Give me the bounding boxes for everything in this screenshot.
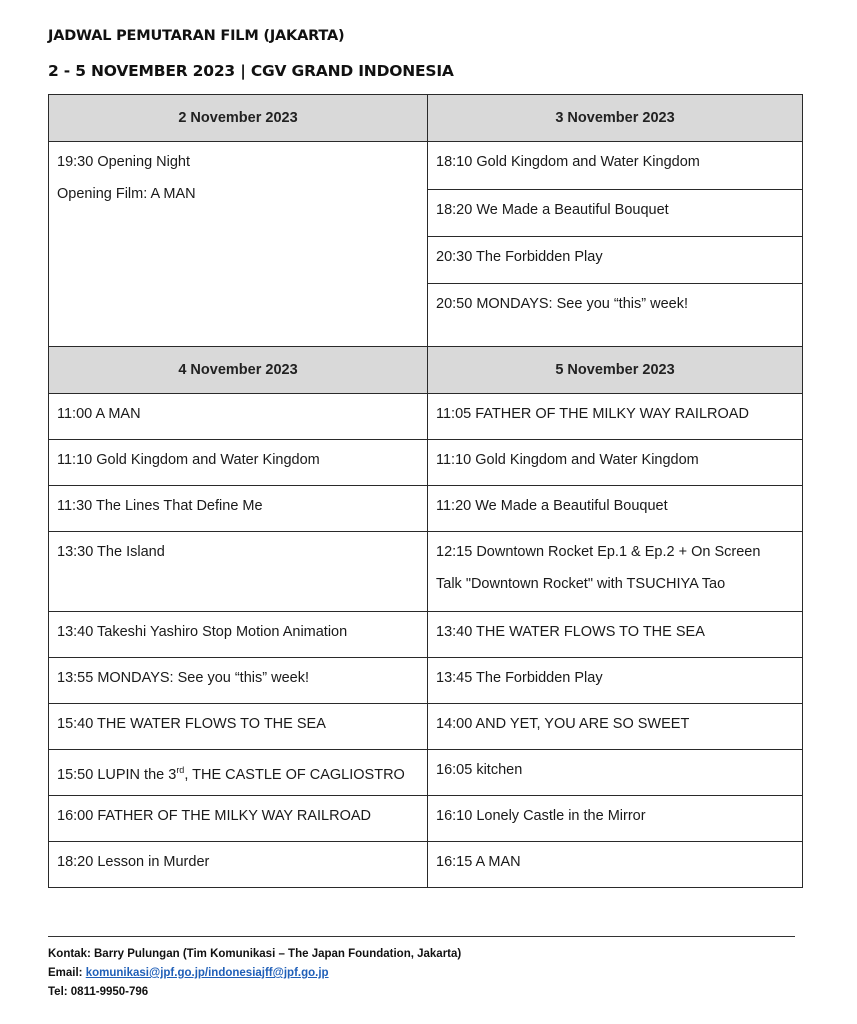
- screening-entry: 13:40 THE WATER FLOWS TO THE SEA: [436, 624, 705, 640]
- screening-cell: [428, 658, 803, 704]
- lupin-title-pre: 15:50 LUPIN the 3: [57, 766, 177, 783]
- email-link[interactable]: komunikasi@jpf.go.jp/indonesiajff@jpf.go.jp: [85, 967, 329, 979]
- ordinal-suffix: rd: [176, 765, 185, 775]
- screening-cell: [428, 142, 803, 190]
- screening-cell: [49, 750, 428, 796]
- footer-divider: [48, 936, 795, 937]
- screening-cell: [428, 190, 803, 237]
- screening-cell: [428, 750, 803, 796]
- screening-entry-line2: Talk "Downtown Rocket" with TSUCHIYA Tao: [436, 576, 726, 592]
- screening-cell: [428, 704, 803, 750]
- schedule-table: [48, 94, 803, 888]
- screening-entry: 18:20 Lesson in Murder: [57, 854, 210, 870]
- screening-entry: 11:05 FATHER OF THE MILKY WAY RAILROAD: [436, 406, 749, 422]
- screening-entry: 13:45 The Forbidden Play: [436, 670, 603, 686]
- screening-cell: [428, 796, 803, 842]
- screening-cell: [49, 394, 428, 440]
- day-header-row: [49, 95, 803, 142]
- table-row: [49, 440, 803, 486]
- screening-entry: [57, 760, 419, 785]
- screening-cell: [428, 237, 803, 284]
- day-header-row: [49, 347, 803, 394]
- email-label: Email:: [48, 967, 86, 979]
- screening-cell: [428, 440, 803, 486]
- screening-entry: 20:50 MONDAYS: See you “this” week!: [436, 296, 688, 312]
- screening-entry: 11:20 We Made a Beautiful Bouquet: [436, 498, 668, 514]
- screening-cell: [49, 532, 428, 612]
- screening-cell: [49, 796, 428, 842]
- screening-cell: [49, 842, 428, 888]
- screening-entry: 16:05 kitchen: [436, 762, 523, 778]
- day-header-5-nov: 5 November 2023: [428, 347, 803, 394]
- screening-entry: 15:40 THE WATER FLOWS TO THE SEA: [57, 716, 326, 732]
- table-row: [49, 532, 803, 612]
- screening-entry: 13:30 The Island: [57, 544, 165, 560]
- screening-entry: 18:10 Gold Kingdom and Water Kingdom: [436, 154, 700, 170]
- contact-person: Kontak: Barry Pulungan (Tim Komunikasi – The Japan Foundation, Jakarta): [48, 948, 462, 960]
- table-row: [49, 796, 803, 842]
- screening-entry: 11:00 A MAN: [57, 406, 141, 422]
- document-subtitle: 2 - 5 NOVEMBER 2023 | CGV GRAND INDONESIA: [48, 62, 454, 80]
- day-header-3-nov: 3 November 2023: [428, 95, 803, 142]
- table-row: [49, 612, 803, 658]
- screening-cell: [428, 842, 803, 888]
- screening-entry: 18:20 We Made a Beautiful Bouquet: [436, 202, 669, 218]
- table-row: [49, 142, 803, 190]
- document-title: JADWAL PEMUTARAN FILM (JAKARTA): [48, 28, 345, 44]
- screening-entry: 20:30 The Forbidden Play: [436, 249, 603, 265]
- table-row: [49, 658, 803, 704]
- day-header-2-nov: 2 November 2023: [49, 95, 428, 142]
- screening-cell: [428, 612, 803, 658]
- lupin-title-post: , THE CASTLE OF CAGLIOSTRO: [184, 766, 405, 783]
- screening-cell: [49, 440, 428, 486]
- screening-entry: 14:00 AND YET, YOU ARE SO SWEET: [436, 716, 690, 732]
- screening-entry: 11:10 Gold Kingdom and Water Kingdom: [436, 452, 699, 468]
- screening-entry: 16:10 Lonely Castle in the Mirror: [436, 808, 646, 824]
- screening-cell: [49, 704, 428, 750]
- table-row: [49, 704, 803, 750]
- screening-cell: [428, 486, 803, 532]
- screening-cell: [428, 284, 803, 347]
- opening-night-cell: [49, 142, 428, 347]
- table-row: [49, 394, 803, 440]
- screening-cell: [428, 394, 803, 440]
- screening-entry: 16:00 FATHER OF THE MILKY WAY RAILROAD: [57, 808, 371, 824]
- opening-film-text: Opening Film: A MAN: [57, 186, 196, 202]
- screening-cell: [428, 532, 803, 612]
- screening-entry: 16:15 A MAN: [436, 854, 521, 870]
- screening-cell: [49, 658, 428, 704]
- screening-entry: 11:30 The Lines That Define Me: [57, 498, 263, 514]
- contact-phone: Tel: 0811-9950-796: [48, 986, 149, 998]
- screening-entry-line1: 12:15 Downtown Rocket Ep.1 & Ep.2 + On Screen: [436, 544, 761, 560]
- screening-entry: 11:10 Gold Kingdom and Water Kingdom: [57, 452, 320, 468]
- screening-entry: 13:40 Takeshi Yashiro Stop Motion Animation: [57, 624, 348, 640]
- table-row: [49, 750, 803, 796]
- table-row: [49, 486, 803, 532]
- screening-cell: [49, 612, 428, 658]
- screening-entry: 13:55 MONDAYS: See you “this” week!: [57, 670, 309, 686]
- opening-night-text: 19:30 Opening Night: [57, 154, 191, 170]
- table-row: [49, 842, 803, 888]
- contact-email-line: [48, 967, 329, 979]
- day-header-4-nov: 4 November 2023: [49, 347, 428, 394]
- screening-cell: [49, 486, 428, 532]
